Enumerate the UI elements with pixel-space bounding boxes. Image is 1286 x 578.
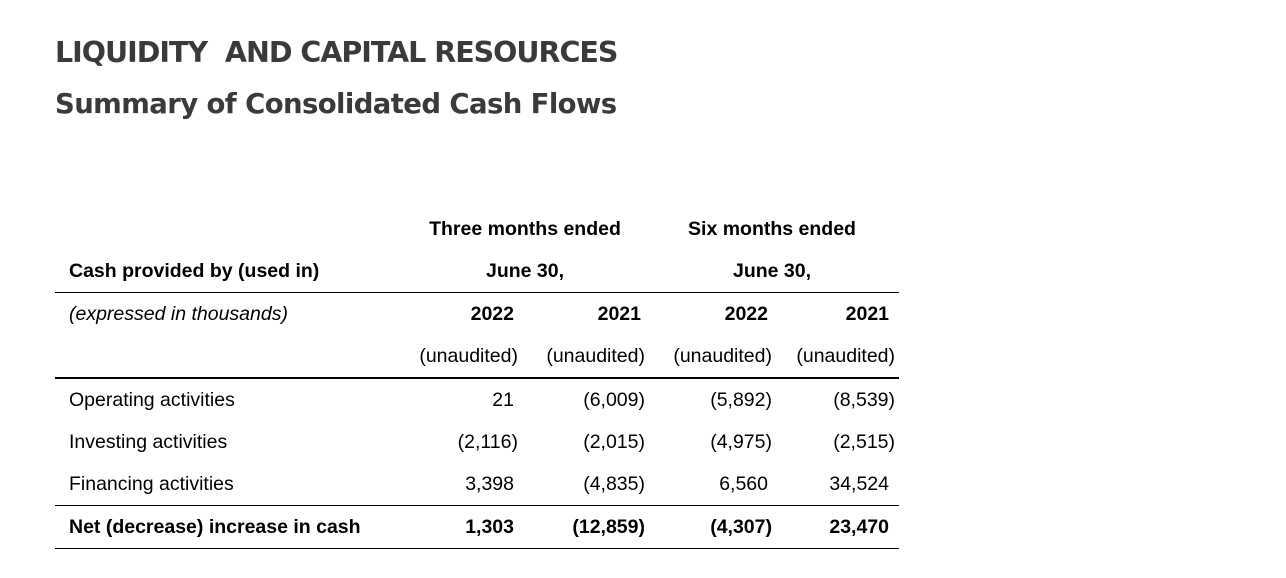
row-label: Operating activities: [69, 388, 235, 411]
cash-flow-table-container: [55, 208, 899, 549]
total-row: [55, 506, 899, 549]
empty-audit-label: [55, 335, 405, 378]
year-header-cell: 2022: [470, 302, 514, 325]
units-note: (expressed in thousands): [69, 302, 288, 325]
value-cell: 3,398: [405, 463, 518, 506]
value-cell: 21: [492, 388, 514, 411]
value-cell: (5,892): [710, 388, 772, 411]
year-header-cell: 2021: [597, 302, 641, 325]
table-row: [55, 463, 899, 506]
year-header-cell: 2021: [845, 302, 890, 325]
year-header-row: [55, 293, 899, 336]
audit-status-cell: (unaudited): [645, 335, 772, 378]
six-months-date-header: June 30,: [645, 250, 899, 293]
total-value-cell: (4,307): [645, 506, 772, 549]
value-cell: (6,009): [583, 388, 645, 411]
empty-header-cell: [55, 208, 405, 250]
row-label: Financing activities: [55, 463, 405, 506]
audit-status-cell: (unaudited): [772, 335, 899, 378]
six-months-header: Six months ended: [688, 217, 856, 240]
three-months-header: Three months ended: [429, 217, 621, 240]
value-cell: (2,515): [833, 430, 896, 453]
row-label: Investing activities: [69, 430, 228, 453]
date-header-row: [55, 250, 899, 293]
cash-flow-table: [55, 208, 899, 549]
value-cell: (2,116): [457, 430, 518, 453]
period-header-row: [55, 208, 899, 250]
value-cell: (8,539): [833, 388, 896, 411]
audit-status-row: [55, 335, 899, 378]
section-title: LIQUIDITY AND CAPITAL RESOURCES: [55, 36, 618, 69]
table-row: [55, 378, 899, 421]
total-value-cell: 23,470: [772, 506, 899, 549]
table-row: [55, 421, 899, 463]
row-header-title: Cash provided by (used in): [55, 250, 405, 293]
total-value-cell: 1,303: [405, 506, 518, 549]
total-label: Net (decrease) increase in cash: [55, 506, 405, 549]
three-months-date-header: June 30,: [405, 250, 645, 293]
value-cell: (4,835): [518, 463, 645, 506]
total-value-cell: (12,859): [518, 506, 645, 549]
year-header-cell: 2022: [724, 302, 768, 325]
audit-status-cell: (unaudited): [518, 335, 645, 378]
value-cell: 34,524: [772, 463, 899, 506]
value-cell: 6,560: [645, 463, 772, 506]
value-cell: (4,975): [710, 430, 772, 453]
section-subtitle: Summary of Consolidated Cash Flows: [55, 88, 617, 120]
audit-status-cell: (unaudited): [405, 335, 518, 378]
value-cell: (2,015): [583, 430, 645, 453]
